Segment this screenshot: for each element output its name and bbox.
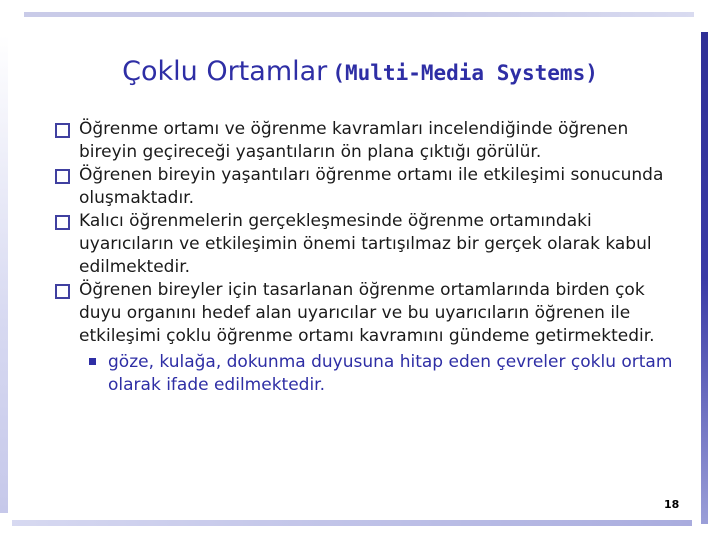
bullet-text: Öğrenen bireyler için tasarlanan öğrenme ortamlarında birden çok duyu organını hedef alan uyarıcılar ve bu uyarıcıların öğrenen ile etkileşimi çoklu öğrenme ortamı kavramını gündeme getirmektedir. [79,280,655,346]
sub-bullet-text: göze, kulağa, dokunma duyusuna hitap eden çevreler çoklu ortam olarak ifade edilmektedir. [108,352,673,395]
bullet-item [55,210,675,279]
page-number: 18 [664,498,680,511]
decor-right-bar [701,32,708,524]
slide-title-main: Çoklu Ortamlar [122,56,328,87]
sub-bullet-item [55,351,675,397]
slide-title [0,56,720,87]
bullet-item [55,164,675,210]
bullet-item [55,279,675,348]
decor-bottom-bar [12,520,692,526]
bullet-item [55,118,675,164]
bullet-text: Kalıcı öğrenmelerin gerçekleşmesinde öğrenme ortamındaki uyarıcıların ve etkileşimin önemi tartışılmaz bir gerçek olarak kabul edilmektedir. [79,211,652,277]
bullet-text: Öğrenen bireyin yaşantıları öğrenme ortamı ile etkileşimi sonucunda oluşmaktadır. [79,165,664,208]
decor-top-bar [24,12,694,17]
slide-content [55,118,675,397]
checkbox-bullet-icon [55,169,70,184]
square-bullet-icon [89,358,96,365]
bullet-text: Öğrenme ortamı ve öğrenme kavramları incelendiğinde öğrenen bireyin geçireceği yaşantıların ön plana çıktığı görülür. [79,119,629,162]
checkbox-bullet-icon [55,123,70,138]
slide-title-sub: (Multi-Media Systems) [332,61,598,85]
checkbox-bullet-icon [55,215,70,230]
decor-left-bar [0,35,8,513]
checkbox-bullet-icon [55,284,70,299]
